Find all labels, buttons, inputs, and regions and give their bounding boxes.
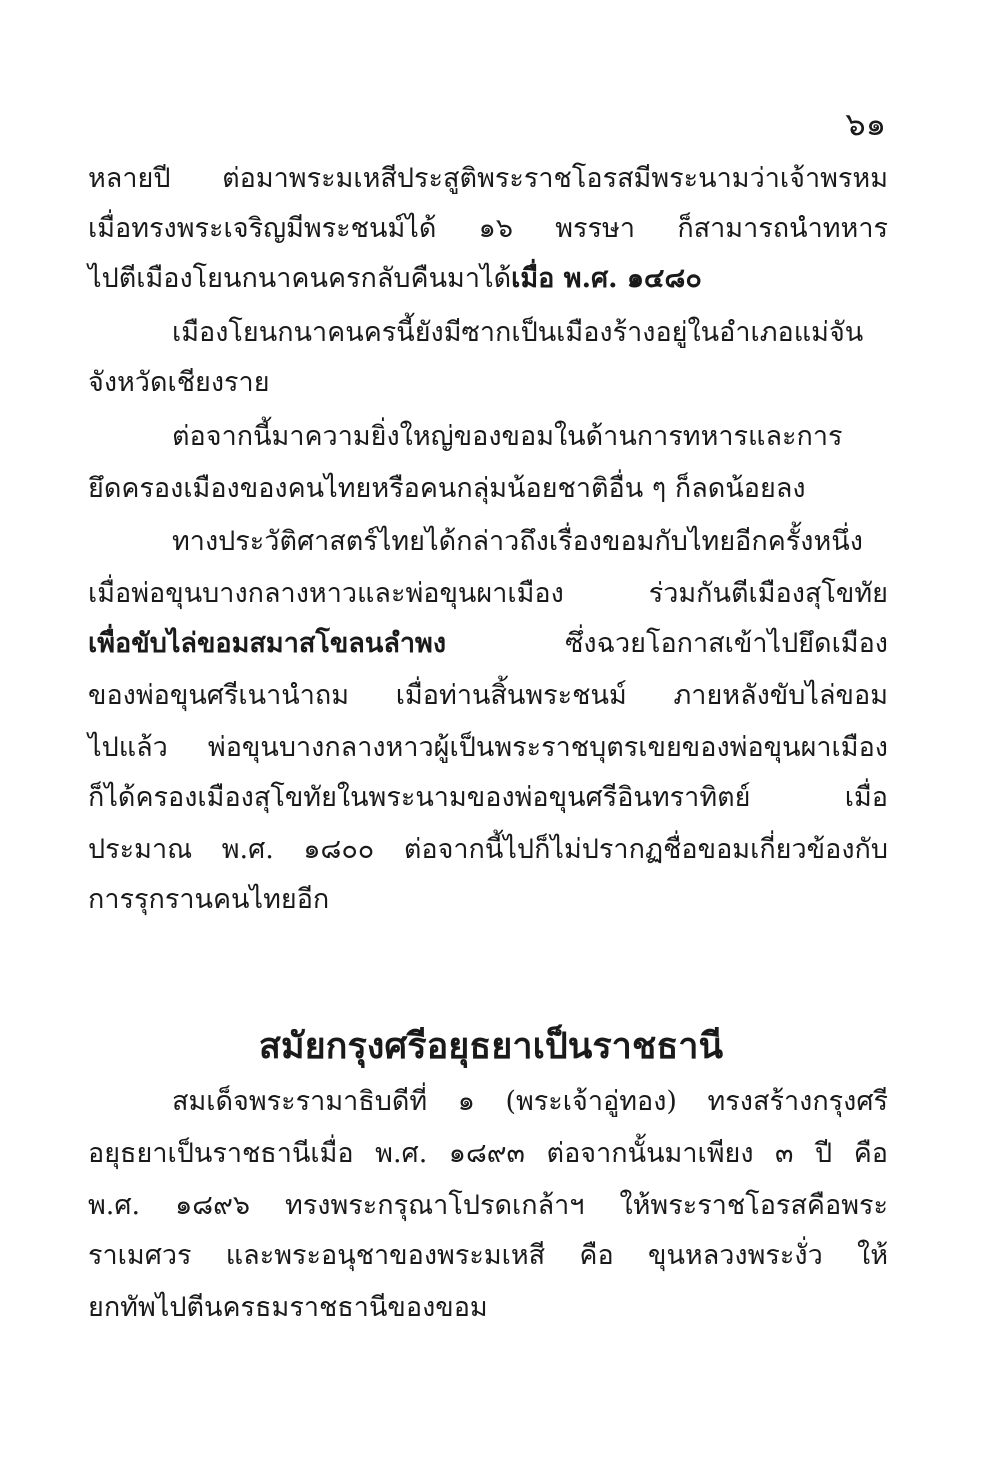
paragraph-1-line-3 (88, 257, 888, 301)
paragraph-2-line-2: จังหวัดเชียงราย (88, 367, 270, 398)
paragraph-1-line-1: หลายปี ต่อมาพระมเหสีประสูติพระราชโอรสมีพระนามว่าเจ้าพรหม (88, 163, 888, 194)
paragraph-2-line-1: เมืองโยนกนาคนครนี้ยังมีซากเป็นเมืองร้างอยู่ในอำเภอแม่จัน (172, 317, 864, 348)
paragraph-4-line-3-text: ซึ่งฉวยโอกาสเข้าไปยึดเมือง (565, 628, 888, 659)
paragraph-4-line-5: ไปแล้ว พ่อขุนบางกลางหาวผู้เป็นพระราชบุตรเขยของพ่อขุนผาเมือง (88, 732, 888, 763)
paragraph-1-line-3-bold-date: เมื่อ พ.ศ. ๑๔๘๐ (511, 263, 702, 294)
paragraph-4-line-1: ทางประวัติศาสตร์ไทยได้กล่าวถึงเรื่องขอมกับไทยอีกครั้งหนึ่ง (172, 526, 863, 557)
paragraph-3-line-1: ต่อจากนี้มาความยิ่งใหญ่ของขอมในด้านการทหารและการ (172, 421, 843, 452)
paragraph-4-line-8: การรุกรานคนไทยอีก (88, 884, 330, 915)
paragraph-4-line-3 (88, 622, 888, 666)
paragraph-4-line-2: เมื่อพ่อขุนบางกลางหาวและพ่อขุนผาเมือง ร่วมกันตีเมืองสุโขทัย (88, 578, 888, 609)
paragraph-4-line-7: ประมาณ พ.ศ. ๑๘๐๐ ต่อจากนี้ไปก็ไม่ปรากฏชื่อขอมเกี่ยวข้องกับ (88, 834, 888, 865)
paragraph-4-line-4: ของพ่อขุนศรีเนานำถม เมื่อท่านสิ้นพระชนม์ ภายหลังขับไล่ขอม (88, 680, 888, 711)
paragraph-4-line-3-bold: เพื่อขับไล่ขอมสมาสโขลนลำพง (88, 628, 447, 659)
page-number: ๖๑ (845, 105, 886, 143)
paragraph-1-line-3-text: ไปตีเมืองโยนกนาคนครกลับคืนมาได้ (88, 263, 512, 294)
paragraph-4-line-6: ก็ได้ครองเมืองสุโขทัยในพระนามของพ่อขุนศรีอินทราทิตย์ เมื่อ (88, 782, 888, 813)
paragraph-5-line-1: สมเด็จพระรามาธิบดีที่ ๑ (พระเจ้าอู่ทอง) ทรงสร้างกรุงศรี (172, 1086, 888, 1117)
paragraph-3-line-2: ยึดครองเมืองของคนไทยหรือคนกลุ่มน้อยชาติอื่น ๆ ก็ลดน้อยลง (88, 473, 806, 504)
paragraph-1-line-2: เมื่อทรงพระเจริญมีพระชนม์ได้ ๑๖ พรรษา ก็สามารถนำทหาร (88, 213, 888, 244)
section-heading: สมัยกรุงศรีอยุธยาเป็นราชธานี (258, 1025, 724, 1067)
paragraph-5-line-2: อยุธยาเป็นราชธานีเมื่อ พ.ศ. ๑๘๙๓ ต่อจากนั้นมาเพียง ๓ ปี คือ (88, 1138, 888, 1169)
paragraph-5-line-4: ราเมศวร และพระอนุชาของพระมเหสี คือ ขุนหลวงพระงั่ว ให้ (88, 1240, 888, 1271)
paragraph-5-line-5: ยกทัพไปตีนครธมราชธานีของขอม (88, 1292, 488, 1323)
paragraph-5-line-3: พ.ศ. ๑๘๙๖ ทรงพระกรุณาโปรดเกล้าฯ ให้พระราชโอรสคือพระ (88, 1190, 888, 1221)
